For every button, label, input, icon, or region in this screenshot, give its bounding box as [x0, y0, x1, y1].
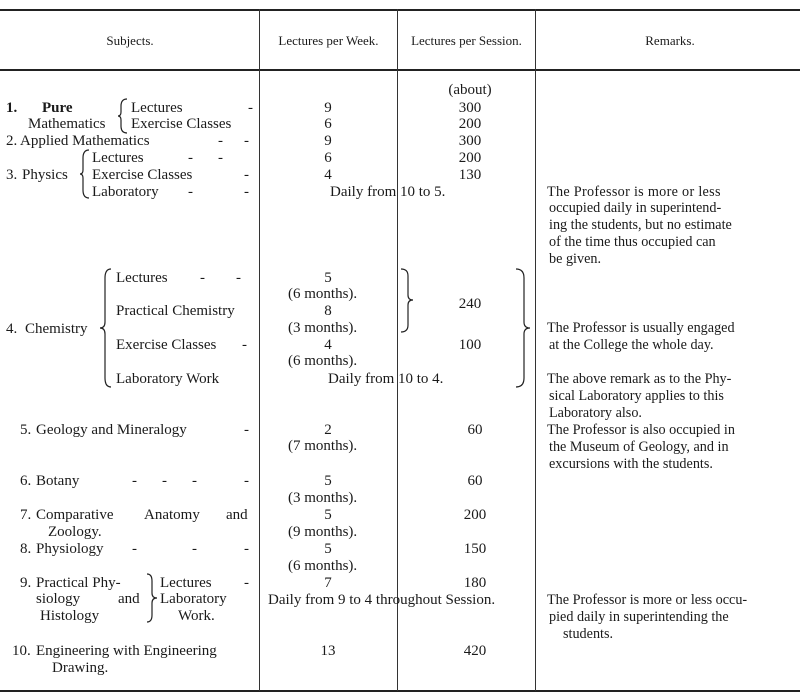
row4-dash-2: -: [236, 270, 241, 286]
row5-number: 5.: [20, 422, 32, 438]
row3-remark-3: ing the students, but no estimate: [549, 217, 732, 233]
row6-dash-2: -: [162, 473, 167, 489]
row4-session-brace: [400, 268, 414, 334]
row9-session-1: 180: [463, 575, 487, 591]
row7-name-a: Comparative: [36, 507, 114, 523]
row7-name-d: Zoology.: [48, 524, 102, 540]
row7-week-b: (9 months).: [288, 524, 358, 540]
row7-name-b: Anatomy: [144, 507, 200, 523]
row3-remark-2: occupied daily in superintend-: [549, 200, 722, 216]
bottom-rule: [0, 690, 800, 692]
row9-remark-3: students.: [563, 626, 614, 642]
row4-remark2-2: sical Laboratory applies to this: [549, 388, 724, 404]
row10-session: 420: [463, 643, 487, 659]
row7-session: 200: [463, 507, 487, 523]
row4-sub-practical: Practical Chemistry: [116, 303, 235, 319]
row4-week-1b: (6 months).: [288, 286, 358, 302]
row6-name: Botany: [36, 473, 80, 489]
row4-week-3: 4: [324, 337, 332, 353]
row3-sub-exercise: Exercise Classes: [92, 167, 193, 183]
header-remarks: Remarks.: [645, 33, 695, 48]
row9-number: 9.: [20, 575, 32, 591]
row3-dash-3: -: [244, 167, 249, 183]
row3-number: 3.: [6, 167, 18, 183]
row5-week: 2: [324, 422, 332, 438]
row5-remark-2: the Museum of Geology, and in: [549, 439, 729, 455]
row8-week-b: (6 months).: [288, 558, 358, 574]
header-rule: [0, 69, 800, 71]
row3-brace: [80, 149, 90, 199]
row4-session-3: 100: [458, 337, 482, 353]
row6-dash-4: -: [244, 473, 249, 489]
row6-session: 60: [467, 473, 483, 489]
row2-session: 300: [458, 133, 482, 149]
row1-week-1: 9: [324, 100, 332, 116]
row1-session-1: 300: [458, 100, 482, 116]
row4-week-1: 5: [324, 270, 332, 286]
row6-dash-1: -: [132, 473, 137, 489]
row3-remark-5: be given.: [549, 251, 602, 267]
column-divider-2: [397, 9, 398, 691]
row5-name: Geology and Mineralogy: [36, 422, 187, 438]
row7-name-c: and: [226, 507, 248, 523]
row10-week: 13: [320, 643, 336, 659]
row9-remark-1: The Professor is more or less occu-: [547, 592, 748, 608]
row9-sub-lectures: Lectures: [160, 575, 212, 591]
row5-remark-1: The Professor is also occupied in: [547, 422, 735, 438]
row6-week: 5: [324, 473, 332, 489]
row3-dash-1: -: [188, 150, 193, 166]
row4-remark-brace: [515, 268, 531, 388]
row3-remark-4: of the time thus occupied can: [549, 234, 716, 250]
row4-session-12: 240: [458, 296, 482, 312]
row4-dash-1: -: [200, 270, 205, 286]
row4-brace: [100, 268, 112, 388]
row2-dash-1: -: [218, 133, 223, 149]
row8-name: Physiology: [36, 541, 104, 557]
row3-dash-4: -: [188, 184, 193, 200]
column-divider-3: [535, 9, 536, 691]
row1-brace: [118, 98, 128, 134]
row10-name-a: Engineering with Engineering: [36, 643, 217, 659]
row9-name-b: siology: [36, 591, 81, 607]
row3-week-2: 4: [324, 167, 332, 183]
row4-dash-3: -: [242, 337, 247, 353]
row5-week-b: (7 months).: [288, 438, 358, 454]
row8-dash-3: -: [244, 541, 249, 557]
row3-sub-lectures: Lectures: [92, 150, 144, 166]
about-note: (about): [448, 82, 492, 98]
row8-week: 5: [324, 541, 332, 557]
row3-session-1: 200: [458, 150, 482, 166]
row9-daily: Daily from 9 to 4 throughout Session.: [268, 592, 496, 608]
row4-sub-lectures: Lectures: [116, 270, 168, 286]
row9-name-d: Histology: [40, 608, 100, 624]
row3-week-1: 6: [324, 150, 332, 166]
row4-week-3b: (6 months).: [288, 353, 358, 369]
row4-remark1-2: at the College the whole day.: [549, 337, 714, 353]
row1-sub-exercise: Exercise Classes: [131, 116, 232, 132]
row5-session: 60: [467, 422, 483, 438]
row9-name-c: and: [118, 591, 140, 607]
row10-number: 10.: [12, 643, 31, 659]
row1-name-a: Pure: [42, 100, 73, 116]
row3-name: Physics: [22, 167, 68, 183]
row4-name: Chemistry: [25, 321, 88, 337]
row6-number: 6.: [20, 473, 32, 489]
row7-week: 5: [324, 507, 332, 523]
row3-remark-1: The Professor is more or less: [547, 184, 721, 200]
row9-sub-laboratory: Laboratory: [160, 591, 227, 607]
row2-week: 9: [324, 133, 332, 149]
row9-name-a: Practical Phy-: [36, 575, 121, 591]
row4-sub-laboratory: Laboratory Work: [116, 371, 220, 387]
row4-remark1-1: The Professor is usually engaged: [547, 320, 735, 336]
row1-session-2: 200: [458, 116, 482, 132]
row6-week-b: (3 months).: [288, 490, 358, 506]
row9-dash: -: [244, 575, 249, 591]
row8-dash-2: -: [192, 541, 197, 557]
top-rule: [0, 9, 800, 11]
row9-remark-2: pied daily in superintending the: [549, 609, 729, 625]
row4-remark2-3: Laboratory also.: [549, 405, 642, 421]
row3-sub-laboratory: Laboratory: [92, 184, 159, 200]
row3-session-2: 130: [458, 167, 482, 183]
row10-name-b: Drawing.: [52, 660, 109, 676]
row5-remark-3: excursions with the students.: [549, 456, 713, 472]
row4-sub-exercise: Exercise Classes: [116, 337, 217, 353]
row4-daily: Daily from 10 to 4.: [328, 371, 444, 387]
row1-name-b: Mathematics: [28, 116, 106, 132]
row1-dash: -: [248, 100, 253, 116]
row2-name: Applied Mathematics: [20, 133, 150, 149]
row1-week-2: 6: [324, 116, 332, 132]
row8-session: 150: [463, 541, 487, 557]
row4-number: 4.: [6, 321, 18, 337]
column-divider-1: [259, 9, 260, 691]
row2-dash-2: -: [244, 133, 249, 149]
row9-brace: [146, 573, 158, 623]
header-lectures-per-session: Lectures per Session.: [411, 33, 522, 48]
row3-dash-2: -: [218, 150, 223, 166]
header-subjects: Subjects.: [106, 33, 154, 48]
row9-sub-laboratory-b: Work.: [178, 608, 215, 624]
header-lectures-per-week: Lectures per Week.: [278, 33, 379, 48]
row7-number: 7.: [20, 507, 32, 523]
row9-week-1: 7: [324, 575, 332, 591]
row6-dash-3: -: [192, 473, 197, 489]
row8-dash-1: -: [132, 541, 137, 557]
row3-daily: Daily from 10 to 5.: [330, 184, 446, 200]
row1-number: 1.: [6, 100, 18, 116]
row2-number: 2.: [6, 133, 18, 149]
row5-dash: -: [244, 422, 249, 438]
row3-dash-5: -: [244, 184, 249, 200]
row1-sub-lectures: Lectures: [131, 100, 183, 116]
row4-remark2-1: The above remark as to the Phy-: [547, 371, 732, 387]
row4-week-2b: (3 months).: [288, 320, 358, 336]
row8-number: 8.: [20, 541, 32, 557]
row4-week-2: 8: [324, 303, 332, 319]
